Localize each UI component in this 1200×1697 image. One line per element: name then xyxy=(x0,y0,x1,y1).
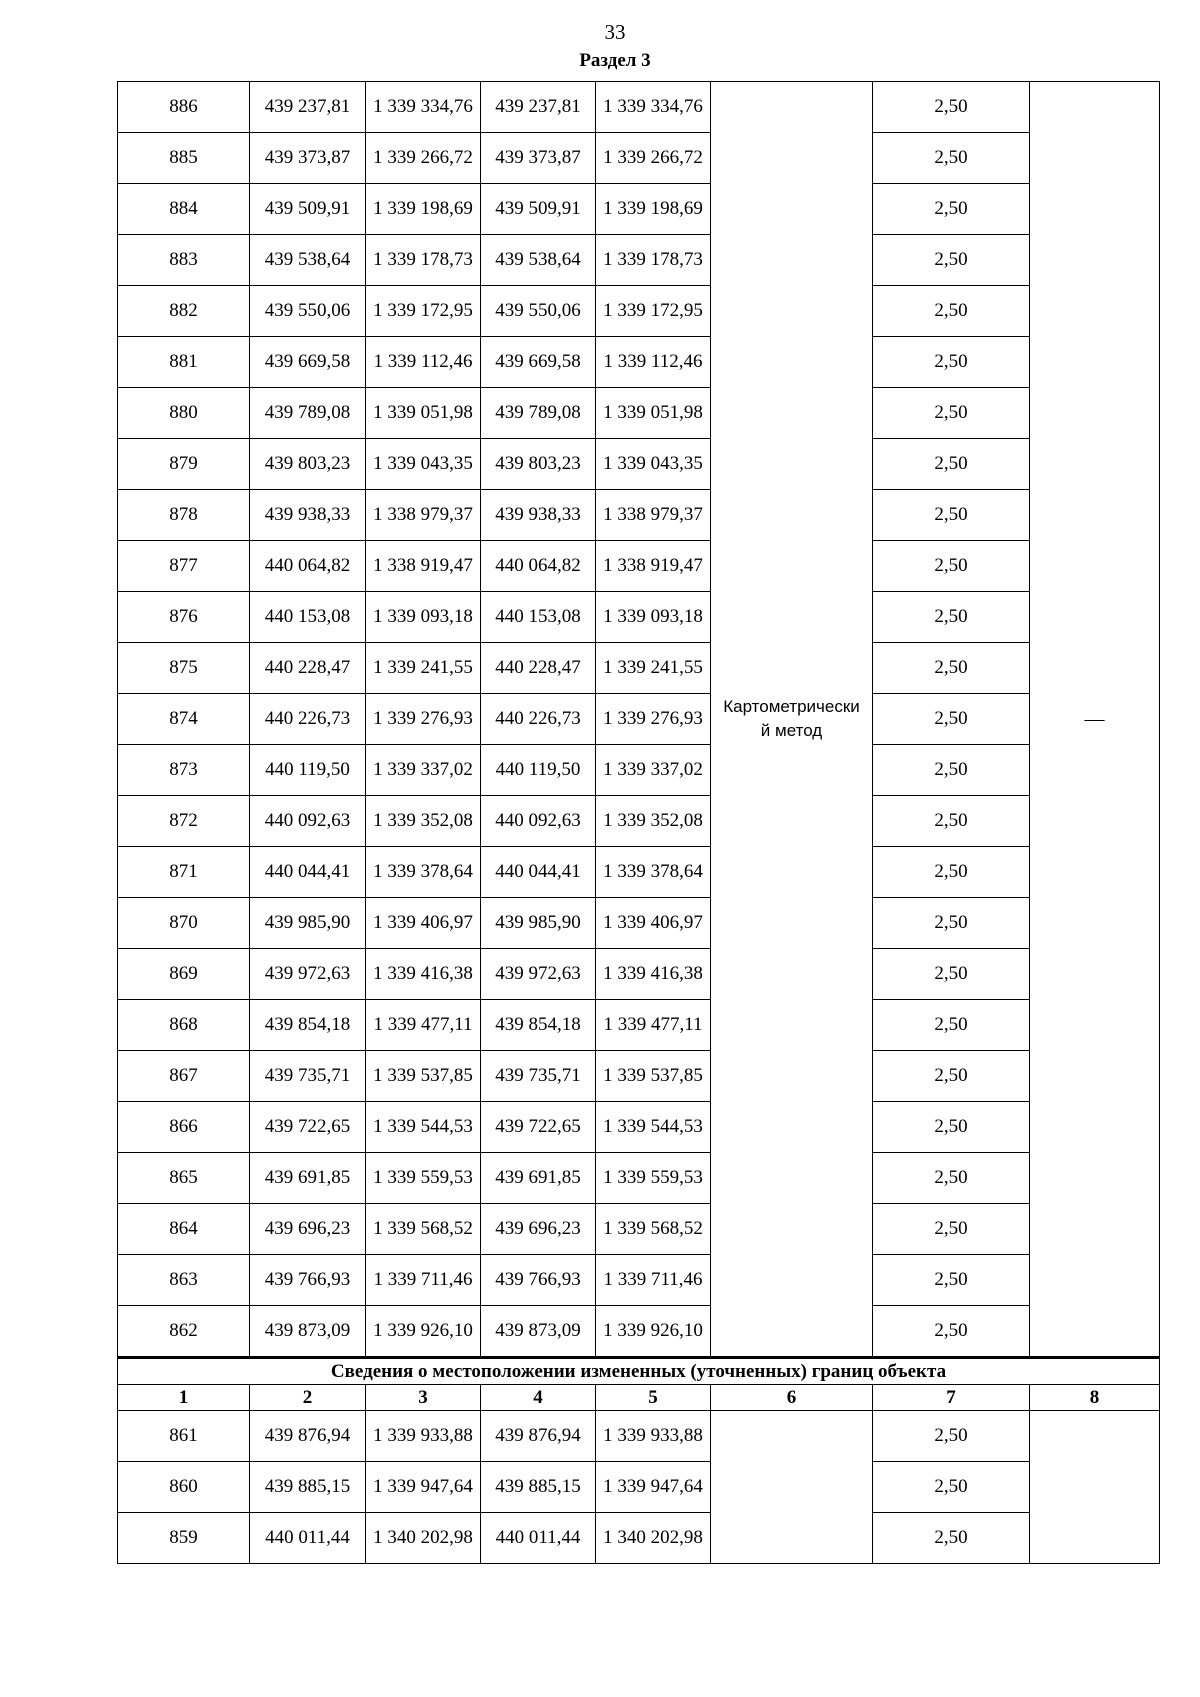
table-row xyxy=(118,898,1160,949)
x-coord-cell: 440 119,50 xyxy=(481,745,596,796)
y-coord-cell: 1 339 947,64 xyxy=(596,1462,711,1513)
x-coord-cell: 440 153,08 xyxy=(250,592,366,643)
accuracy-cell: 2,50 xyxy=(873,541,1030,592)
x-coord-cell: 439 237,81 xyxy=(481,82,596,133)
table-row xyxy=(118,388,1160,439)
y-coord-cell: 1 339 334,76 xyxy=(366,82,481,133)
y-coord-cell: 1 339 378,64 xyxy=(366,847,481,898)
x-coord-cell: 439 550,06 xyxy=(481,286,596,337)
x-coord-cell: 439 985,90 xyxy=(250,898,366,949)
x-coord-cell: 439 766,93 xyxy=(250,1255,366,1306)
section-title: Раздел 3 xyxy=(579,50,651,71)
y-coord-cell: 1 339 112,46 xyxy=(366,337,481,388)
point-number-cell: 870 xyxy=(118,898,250,949)
column-number-cell: 3 xyxy=(366,1385,481,1411)
y-coord-cell: 1 339 172,95 xyxy=(596,286,711,337)
x-coord-cell: 439 538,64 xyxy=(481,235,596,286)
y-coord-cell: 1 339 947,64 xyxy=(366,1462,481,1513)
x-coord-cell: 440 228,47 xyxy=(481,643,596,694)
accuracy-cell: 2,50 xyxy=(873,1306,1030,1358)
y-coord-cell: 1 339 043,35 xyxy=(366,439,481,490)
y-coord-cell: 1 340 202,98 xyxy=(366,1513,481,1564)
point-number-cell: 862 xyxy=(118,1306,250,1358)
point-number-cell: 874 xyxy=(118,694,250,745)
accuracy-cell: 2,50 xyxy=(873,694,1030,745)
point-number-cell: 881 xyxy=(118,337,250,388)
x-coord-cell: 439 854,18 xyxy=(481,1000,596,1051)
page-number: 33 xyxy=(604,20,626,44)
method-cell xyxy=(711,82,873,1358)
accuracy-cell: 2,50 xyxy=(873,1204,1030,1255)
accuracy-cell: 2,50 xyxy=(873,1102,1030,1153)
x-coord-cell: 439 766,93 xyxy=(481,1255,596,1306)
y-coord-cell: 1 338 979,37 xyxy=(366,490,481,541)
table-row xyxy=(118,643,1160,694)
note-cell: — xyxy=(1030,82,1160,1358)
accuracy-cell: 2,50 xyxy=(873,898,1030,949)
x-coord-cell: 439 938,33 xyxy=(481,490,596,541)
point-number-cell: 863 xyxy=(118,1255,250,1306)
accuracy-cell: 2,50 xyxy=(873,847,1030,898)
x-coord-cell: 439 509,91 xyxy=(250,184,366,235)
y-coord-cell: 1 339 537,85 xyxy=(596,1051,711,1102)
x-coord-cell: 440 228,47 xyxy=(250,643,366,694)
y-coord-cell: 1 339 477,11 xyxy=(366,1000,481,1051)
table-row xyxy=(118,1051,1160,1102)
y-coord-cell: 1 339 537,85 xyxy=(366,1051,481,1102)
table-row xyxy=(118,541,1160,592)
accuracy-cell: 2,50 xyxy=(873,1513,1030,1564)
y-coord-cell: 1 339 043,35 xyxy=(596,439,711,490)
y-coord-cell: 1 339 711,46 xyxy=(366,1255,481,1306)
x-coord-cell: 439 885,15 xyxy=(481,1462,596,1513)
y-coord-cell: 1 339 051,98 xyxy=(596,388,711,439)
accuracy-cell: 2,50 xyxy=(873,82,1030,133)
y-coord-cell: 1 339 112,46 xyxy=(596,337,711,388)
table-row xyxy=(118,1000,1160,1051)
method-cell xyxy=(711,1411,873,1564)
column-number-cell: 2 xyxy=(250,1385,366,1411)
y-coord-cell: 1 339 276,93 xyxy=(596,694,711,745)
x-coord-cell: 440 226,73 xyxy=(250,694,366,745)
x-coord-cell: 439 669,58 xyxy=(250,337,366,388)
x-coord-cell: 439 876,94 xyxy=(250,1411,366,1462)
point-number-cell: 861 xyxy=(118,1411,250,1462)
y-coord-cell: 1 339 926,10 xyxy=(596,1306,711,1358)
y-coord-cell: 1 339 241,55 xyxy=(366,643,481,694)
x-coord-cell: 439 691,85 xyxy=(481,1153,596,1204)
accuracy-cell: 2,50 xyxy=(873,184,1030,235)
point-number-cell: 865 xyxy=(118,1153,250,1204)
y-coord-cell: 1 339 241,55 xyxy=(596,643,711,694)
y-coord-cell: 1 340 202,98 xyxy=(596,1513,711,1564)
point-number-cell: 884 xyxy=(118,184,250,235)
x-coord-cell: 439 373,87 xyxy=(481,133,596,184)
x-coord-cell: 440 226,73 xyxy=(481,694,596,745)
accuracy-cell: 2,50 xyxy=(873,286,1030,337)
y-coord-cell: 1 339 337,02 xyxy=(596,745,711,796)
accuracy-cell: 2,50 xyxy=(873,490,1030,541)
accuracy-cell: 2,50 xyxy=(873,796,1030,847)
y-coord-cell: 1 339 093,18 xyxy=(596,592,711,643)
table-row xyxy=(118,1255,1160,1306)
accuracy-cell: 2,50 xyxy=(873,1153,1030,1204)
x-coord-cell: 439 509,91 xyxy=(481,184,596,235)
y-coord-cell: 1 339 352,08 xyxy=(596,796,711,847)
y-coord-cell: 1 339 352,08 xyxy=(366,796,481,847)
y-coord-cell: 1 339 337,02 xyxy=(366,745,481,796)
y-coord-cell: 1 339 933,88 xyxy=(596,1411,711,1462)
x-coord-cell: 439 735,71 xyxy=(481,1051,596,1102)
column-number-cell: 8 xyxy=(1030,1385,1160,1411)
x-coord-cell: 440 092,63 xyxy=(481,796,596,847)
accuracy-cell: 2,50 xyxy=(873,592,1030,643)
y-coord-cell: 1 339 926,10 xyxy=(366,1306,481,1358)
x-coord-cell: 439 722,65 xyxy=(250,1102,366,1153)
table-row xyxy=(118,1102,1160,1153)
y-coord-cell: 1 339 406,97 xyxy=(366,898,481,949)
table-row xyxy=(118,82,1160,133)
y-coord-cell: 1 339 266,72 xyxy=(596,133,711,184)
point-number-cell: 868 xyxy=(118,1000,250,1051)
point-number-cell: 886 xyxy=(118,82,250,133)
x-coord-cell: 440 119,50 xyxy=(250,745,366,796)
point-number-cell: 859 xyxy=(118,1513,250,1564)
accuracy-cell: 2,50 xyxy=(873,1051,1030,1102)
point-number-cell: 876 xyxy=(118,592,250,643)
x-coord-cell: 439 885,15 xyxy=(250,1462,366,1513)
point-number-cell: 864 xyxy=(118,1204,250,1255)
table-row xyxy=(118,949,1160,1000)
point-number-cell: 878 xyxy=(118,490,250,541)
x-coord-cell: 440 044,41 xyxy=(481,847,596,898)
x-coord-cell: 439 550,06 xyxy=(250,286,366,337)
table-row xyxy=(118,235,1160,286)
x-coord-cell: 440 153,08 xyxy=(481,592,596,643)
boundary-heading: Сведения о местоположении измененных (уточненных) границ объекта xyxy=(118,1358,1160,1385)
y-coord-cell: 1 339 178,73 xyxy=(366,235,481,286)
table-row xyxy=(118,184,1160,235)
accuracy-cell: 2,50 xyxy=(873,643,1030,694)
x-coord-cell: 439 972,63 xyxy=(250,949,366,1000)
x-coord-cell: 439 373,87 xyxy=(250,133,366,184)
x-coord-cell: 440 011,44 xyxy=(481,1513,596,1564)
coordinates-table xyxy=(117,81,1160,1564)
point-number-cell: 860 xyxy=(118,1462,250,1513)
x-coord-cell: 439 789,08 xyxy=(250,388,366,439)
x-coord-cell: 439 669,58 xyxy=(481,337,596,388)
y-coord-cell: 1 338 919,47 xyxy=(596,541,711,592)
y-coord-cell: 1 339 051,98 xyxy=(366,388,481,439)
accuracy-cell: 2,50 xyxy=(873,439,1030,490)
point-number-cell: 885 xyxy=(118,133,250,184)
y-coord-cell: 1 339 933,88 xyxy=(366,1411,481,1462)
x-coord-cell: 439 696,23 xyxy=(250,1204,366,1255)
x-coord-cell: 439 735,71 xyxy=(250,1051,366,1102)
accuracy-cell: 2,50 xyxy=(873,745,1030,796)
y-coord-cell: 1 339 276,93 xyxy=(366,694,481,745)
y-coord-cell: 1 339 568,52 xyxy=(596,1204,711,1255)
y-coord-cell: 1 339 178,73 xyxy=(596,235,711,286)
column-number-cell: 7 xyxy=(873,1385,1030,1411)
column-number-row xyxy=(118,1385,1160,1411)
y-coord-cell: 1 339 378,64 xyxy=(596,847,711,898)
point-number-cell: 872 xyxy=(118,796,250,847)
y-coord-cell: 1 339 559,53 xyxy=(596,1153,711,1204)
table-row xyxy=(118,1513,1160,1564)
y-coord-cell: 1 339 568,52 xyxy=(366,1204,481,1255)
y-coord-cell: 1 339 334,76 xyxy=(596,82,711,133)
column-number-cell: 5 xyxy=(596,1385,711,1411)
accuracy-cell: 2,50 xyxy=(873,1000,1030,1051)
y-coord-cell: 1 339 711,46 xyxy=(596,1255,711,1306)
x-coord-cell: 439 876,94 xyxy=(481,1411,596,1462)
table-row xyxy=(118,1153,1160,1204)
table-row xyxy=(118,1204,1160,1255)
y-coord-cell: 1 339 544,53 xyxy=(366,1102,481,1153)
point-number-cell: 883 xyxy=(118,235,250,286)
column-number-cell: 6 xyxy=(711,1385,873,1411)
x-coord-cell: 439 972,63 xyxy=(481,949,596,1000)
x-coord-cell: 440 064,82 xyxy=(481,541,596,592)
accuracy-cell: 2,50 xyxy=(873,337,1030,388)
table-row xyxy=(118,439,1160,490)
column-number-cell: 1 xyxy=(118,1385,250,1411)
table-row xyxy=(118,1411,1160,1462)
point-number-cell: 871 xyxy=(118,847,250,898)
x-coord-cell: 439 873,09 xyxy=(250,1306,366,1358)
point-number-cell: 882 xyxy=(118,286,250,337)
table-row xyxy=(118,490,1160,541)
table-row xyxy=(118,745,1160,796)
x-coord-cell: 439 789,08 xyxy=(481,388,596,439)
table-row xyxy=(118,133,1160,184)
point-number-cell: 867 xyxy=(118,1051,250,1102)
point-number-cell: 879 xyxy=(118,439,250,490)
table-row xyxy=(118,796,1160,847)
y-coord-cell: 1 338 919,47 xyxy=(366,541,481,592)
y-coord-cell: 1 339 416,38 xyxy=(596,949,711,1000)
y-coord-cell: 1 339 198,69 xyxy=(596,184,711,235)
point-number-cell: 875 xyxy=(118,643,250,694)
x-coord-cell: 439 696,23 xyxy=(481,1204,596,1255)
y-coord-cell: 1 339 198,69 xyxy=(366,184,481,235)
method-label-line-1: Картометрически xyxy=(723,697,860,716)
y-coord-cell: 1 339 416,38 xyxy=(366,949,481,1000)
accuracy-cell: 2,50 xyxy=(873,235,1030,286)
y-coord-cell: 1 339 406,97 xyxy=(596,898,711,949)
x-coord-cell: 439 803,23 xyxy=(481,439,596,490)
table-row xyxy=(118,847,1160,898)
x-coord-cell: 440 044,41 xyxy=(250,847,366,898)
x-coord-cell: 439 538,64 xyxy=(250,235,366,286)
table-row xyxy=(118,337,1160,388)
x-coord-cell: 439 854,18 xyxy=(250,1000,366,1051)
x-coord-cell: 440 092,63 xyxy=(250,796,366,847)
table-row xyxy=(118,592,1160,643)
accuracy-cell: 2,50 xyxy=(873,949,1030,1000)
y-coord-cell: 1 339 559,53 xyxy=(366,1153,481,1204)
y-coord-cell: 1 339 266,72 xyxy=(366,133,481,184)
table-row xyxy=(118,694,1160,745)
note-cell xyxy=(1030,1411,1160,1564)
x-coord-cell: 439 237,81 xyxy=(250,82,366,133)
accuracy-cell: 2,50 xyxy=(873,388,1030,439)
x-coord-cell: 439 873,09 xyxy=(481,1306,596,1358)
x-coord-cell: 440 011,44 xyxy=(250,1513,366,1564)
y-coord-cell: 1 339 093,18 xyxy=(366,592,481,643)
accuracy-cell: 2,50 xyxy=(873,133,1030,184)
y-coord-cell: 1 339 172,95 xyxy=(366,286,481,337)
x-coord-cell: 439 985,90 xyxy=(481,898,596,949)
accuracy-cell: 2,50 xyxy=(873,1411,1030,1462)
section-heading-row xyxy=(118,1358,1160,1385)
x-coord-cell: 439 938,33 xyxy=(250,490,366,541)
table-row xyxy=(118,286,1160,337)
point-number-cell: 880 xyxy=(118,388,250,439)
x-coord-cell: 440 064,82 xyxy=(250,541,366,592)
point-number-cell: 866 xyxy=(118,1102,250,1153)
x-coord-cell: 439 722,65 xyxy=(481,1102,596,1153)
point-number-cell: 869 xyxy=(118,949,250,1000)
point-number-cell: 877 xyxy=(118,541,250,592)
column-number-cell: 4 xyxy=(481,1385,596,1411)
x-coord-cell: 439 803,23 xyxy=(250,439,366,490)
y-coord-cell: 1 339 477,11 xyxy=(596,1000,711,1051)
point-number-cell: 873 xyxy=(118,745,250,796)
y-coord-cell: 1 338 979,37 xyxy=(596,490,711,541)
x-coord-cell: 439 691,85 xyxy=(250,1153,366,1204)
accuracy-cell: 2,50 xyxy=(873,1255,1030,1306)
accuracy-cell: 2,50 xyxy=(873,1462,1030,1513)
y-coord-cell: 1 339 544,53 xyxy=(596,1102,711,1153)
table-row xyxy=(118,1306,1160,1358)
method-label-line-2: й метод xyxy=(760,721,823,740)
table-row xyxy=(118,1462,1160,1513)
